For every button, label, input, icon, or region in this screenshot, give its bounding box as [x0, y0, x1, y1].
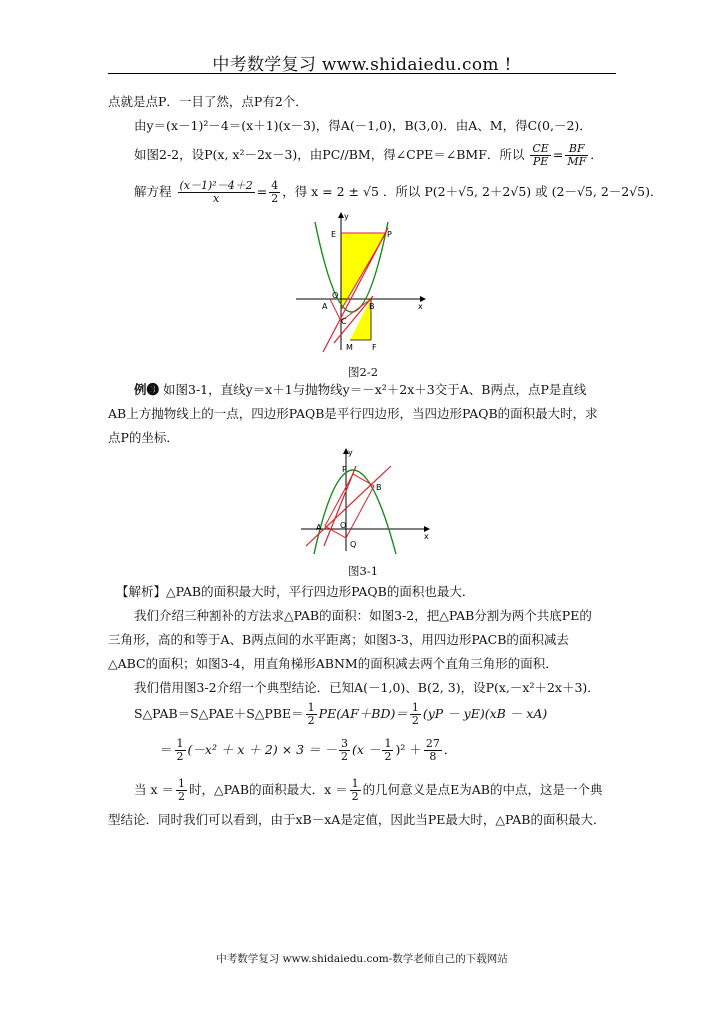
fraction-half: $\frac{1}{2}$ [176, 737, 184, 763]
label-b: B [376, 483, 382, 492]
solution-line-5: 我们借用图3-2介绍一个典型结论．已知A(－1,0)、B(2, 3)，设P(x,－x²＋2x＋3)． [134, 680, 600, 695]
formula-2-part-c: (x － [352, 742, 381, 757]
example-3-label: 例❸ [134, 382, 160, 397]
line-3-end: ． [590, 147, 603, 162]
equals-sign: = [552, 147, 564, 162]
fraction-half: $\frac{1}{2}$ [411, 701, 419, 727]
formula-2-part-b: (－x² ＋ x ＋ 2) × 3 ＝ － [187, 742, 338, 757]
fraction-half: $\frac{1}{2}$ [384, 737, 392, 763]
conclusion-part-b: 时，△PAB的面积最大．x ＝ [189, 782, 348, 797]
solution-line-2: 我们介绍三种割补的方法求△PAB的面积：如图3-2，把△PAB分割为两个共底PE的 [134, 608, 592, 623]
conclusion-line-2: 型结论．同时我们可以看到，由于xB－xA是定值，因此当PE最大时，△PAB的面积最大． [108, 812, 606, 827]
fraction-half: $\frac{1}{2}$ [307, 701, 315, 727]
label-y: y [348, 448, 353, 457]
line-4-prefix: 解方程 [134, 184, 172, 199]
solution-line-3: 三角形，高的和等于A、B两点间的水平距离；如图3-3，用四边形PACB的面积减去 [108, 632, 569, 647]
figure-3-1 [296, 446, 436, 556]
fraction-ce-pe: $\frac{CE}{PE}$ [532, 142, 549, 168]
formula-line-1 [134, 702, 547, 727]
label-e: E [331, 230, 337, 239]
caption-fig-2-2: 图2-2 [348, 365, 379, 379]
fraction-half: $\frac{1}{2}$ [351, 777, 359, 803]
caption-fig-3-1: 图3-1 [348, 564, 379, 578]
page-header: 中考数学复习 www.shidaiedu.com ! [212, 55, 512, 75]
label-x: x [418, 302, 423, 311]
example-3-text: 如图3-1，直线y＝x＋1与抛物线y＝－x²＋2x＋3交于A、B两点，点P是直线 [159, 382, 587, 397]
fraction-bf-mf: $\frac{BF}{MF}$ [567, 142, 587, 168]
equals-sign: = [256, 184, 268, 199]
label-y: y [344, 212, 349, 221]
fraction-four-halves: $\frac{4}{2}$ [271, 179, 279, 205]
label-p: P [342, 465, 347, 474]
line-1: 点就是点P．一目了然，点P有2个． [108, 94, 308, 109]
label-f: F [372, 343, 377, 352]
label-a: A [316, 523, 322, 532]
page-footer: 中考数学复习 www.shidaiedu.com-数学老师自己的下载网站 [216, 953, 508, 965]
header-divider [108, 73, 616, 74]
formula-2-end: ． [443, 742, 457, 757]
conclusion-line-1 [134, 778, 602, 803]
figure-2-2 [290, 210, 430, 358]
fraction-27-8: $\frac{27}{8}$ [425, 737, 440, 763]
formula-2-part-d: )² ＋ [395, 742, 422, 757]
formula-1-part-b: PE(AF＋BD)＝ [318, 706, 408, 721]
label-a: A [322, 302, 328, 311]
formula-2-equals: ＝ [160, 742, 173, 757]
label-o: O [332, 291, 339, 300]
formula-1-part-c: (yP － yE)(xB － xA) [422, 706, 548, 721]
example-3-line-2: AB上方抛物线上的一点，四边形PAQB是平行四边形，当四边形PAQB的面积最大时，求 [108, 406, 598, 421]
solution-line-4: △ABC的面积；如图3-4，用直角梯形ABNM的面积减去两个直角三角形的面积． [108, 656, 558, 671]
line-3 [134, 143, 603, 168]
conclusion-part-c: 的几何意义是点E为AB的中点，这是一个典 [362, 782, 603, 797]
line-4 [134, 180, 663, 205]
label-b: B [369, 302, 375, 311]
example-3-line-3: 点P的坐标． [108, 430, 179, 445]
formula-line-2 [160, 738, 456, 763]
solution-line-1: 【解析】△PAB的面积最大时，平行四边形PAQB的面积也最大． [116, 584, 475, 599]
line-4-solution: ，得 x = 2 ± √5 ．所以 P(2＋√5, 2＋2√5) 或 (2－√5, 2－2√5)． [282, 184, 663, 199]
label-p: P [387, 230, 392, 239]
label-x: x [424, 532, 429, 541]
line-3-text: 如图2-2，设P(x, x²－2x－3)，由PC//BM，得∠CPE＝∠BMF．所以 [134, 147, 525, 162]
line-2: 由y＝(x－1)²－4＝(x＋1)(x－3)，得A(－1,0)，B(3,0)．由A、M，得C(0,－2)． [134, 118, 592, 133]
example-3-line-1 [134, 382, 586, 398]
label-m: M [346, 343, 353, 352]
fraction-three-halves: $\frac{3}{2}$ [341, 737, 349, 763]
fraction-half: $\frac{1}{2}$ [178, 777, 185, 803]
label-q: Q [350, 540, 357, 549]
formula-1-part-a: S△PAB＝S△PAE＋S△PBE＝ [134, 706, 304, 721]
conclusion-part-a: 当 x ＝ [134, 782, 174, 797]
label-c: C [341, 317, 347, 326]
fraction-equation: $\frac{\text{(x－1)²－4＋2}}{x}$ [179, 179, 253, 205]
label-o: O [340, 521, 347, 530]
